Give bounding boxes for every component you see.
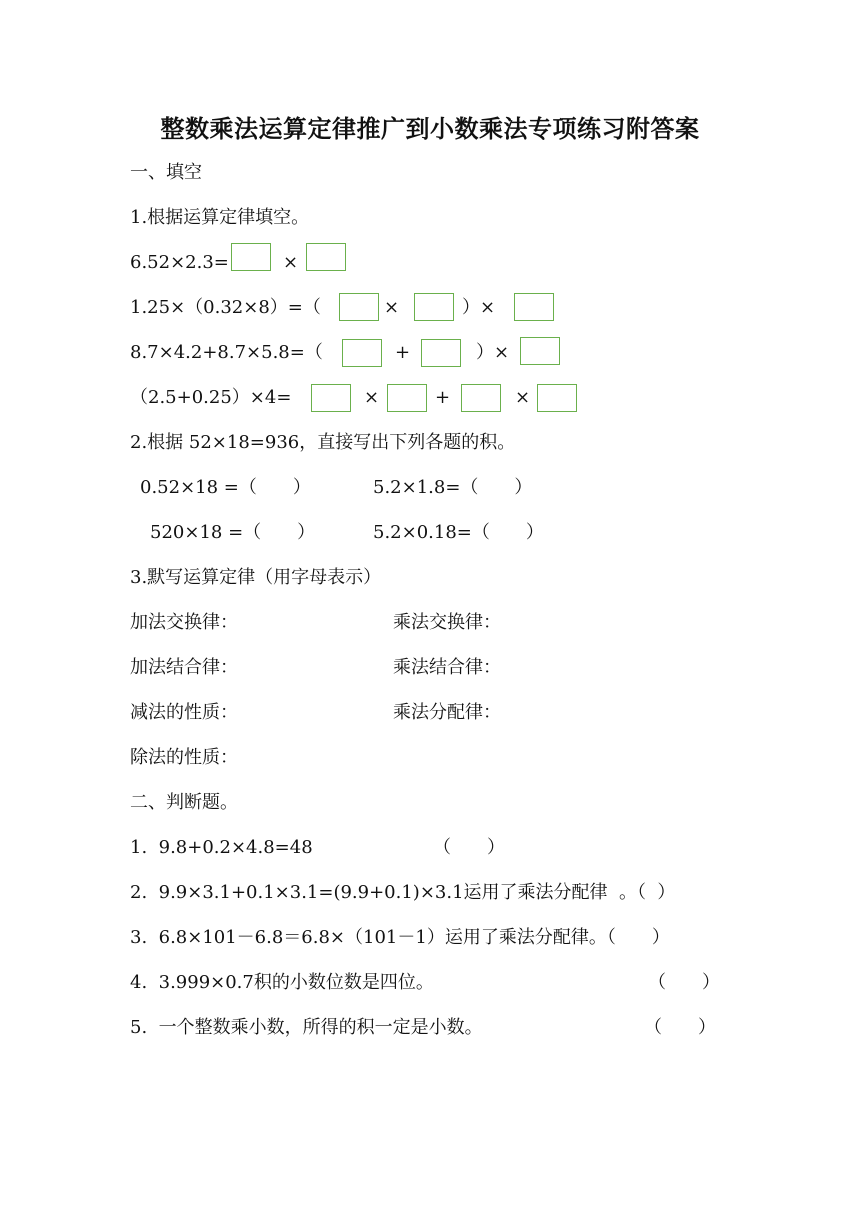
- q1-line3-op: +: [395, 342, 411, 363]
- q1-line2-close: ）×: [462, 297, 496, 318]
- judge-item-2: 2. 9.9×3.1+0.1×3.1=(9.9+0.1)×3.1运用了乘法分配律 。（ ）: [130, 882, 676, 903]
- law-multiplication-associative: 乘法结合律：: [393, 657, 501, 678]
- answer-box[interactable]: [520, 337, 560, 365]
- q1-line2-op: ×: [384, 297, 400, 318]
- q1-line4-op2: +: [435, 387, 451, 408]
- judge-item-1: 1. 9.8+0.2×4.8=48: [130, 837, 313, 858]
- answer-box[interactable]: [414, 293, 454, 321]
- question-2-prompt: 2.根据 52×18=936，直接写出下列各题的积。: [130, 432, 516, 453]
- judge-item-4-paren[interactable]: （ ）: [648, 972, 720, 993]
- answer-box[interactable]: [387, 384, 427, 412]
- judge-item-3: 3. 6.8×101－6.8＝6.8×（101－1）运用了乘法分配律。（ ）: [130, 927, 670, 948]
- judge-item-5-paren[interactable]: （ ）: [644, 1017, 716, 1038]
- law-addition-commutative: 加法交换律：: [130, 612, 238, 633]
- answer-box[interactable]: [339, 293, 379, 321]
- q2-item-4: 5.2×0.18=（ ）: [373, 522, 544, 543]
- law-addition-associative: 加法结合律：: [130, 657, 238, 678]
- q1-line3-expr: 8.7×4.2+8.7×5.8=（: [130, 342, 323, 363]
- law-multiplication-commutative: 乘法交换律：: [393, 612, 501, 633]
- q1-line1-expr: 6.52×2.3=: [130, 252, 229, 273]
- judge-item-4: 4. 3.999×0.7积的小数位数是四位。: [130, 972, 434, 993]
- judge-item-1-paren[interactable]: （ ）: [433, 837, 505, 858]
- law-subtraction-property: 减法的性质：: [130, 702, 238, 723]
- law-distributive: 乘法分配律：: [393, 702, 501, 723]
- answer-box[interactable]: [514, 293, 554, 321]
- q1-line2-expr: 1.25×（0.32×8）=（: [130, 297, 321, 318]
- question-1-prompt: 1.根据运算定律填空。: [130, 207, 310, 228]
- answer-box[interactable]: [342, 339, 382, 367]
- q2-item-2: 5.2×1.8=（ ）: [373, 477, 533, 498]
- q2-item-1: 0.52×18 =（ ）: [140, 477, 311, 498]
- page-title: 整数乘法运算定律推广到小数乘法专项练习附答案: [160, 114, 700, 143]
- answer-box[interactable]: [421, 339, 461, 367]
- q1-line1-op: ×: [283, 252, 299, 273]
- question-3-prompt: 3.默写运算定律（用字母表示）: [130, 567, 382, 588]
- section-heading-fill: 一、填空: [130, 162, 202, 183]
- answer-box[interactable]: [306, 243, 346, 271]
- answer-box[interactable]: [537, 384, 577, 412]
- q1-line3-close: ）×: [476, 342, 510, 363]
- answer-box[interactable]: [461, 384, 501, 412]
- answer-box[interactable]: [311, 384, 351, 412]
- q1-line4-expr: （2.5+0.25）×4=: [130, 387, 292, 408]
- q2-item-3: 520×18 =（ ）: [150, 522, 316, 543]
- q1-line4-op3: ×: [515, 387, 531, 408]
- q1-line4-op1: ×: [364, 387, 380, 408]
- section-heading-judge: 二、判断题。: [130, 792, 238, 813]
- answer-box[interactable]: [231, 243, 271, 271]
- judge-item-5: 5. 一个整数乘小数，所得的积一定是小数。: [130, 1017, 483, 1038]
- law-division-property: 除法的性质：: [130, 747, 238, 768]
